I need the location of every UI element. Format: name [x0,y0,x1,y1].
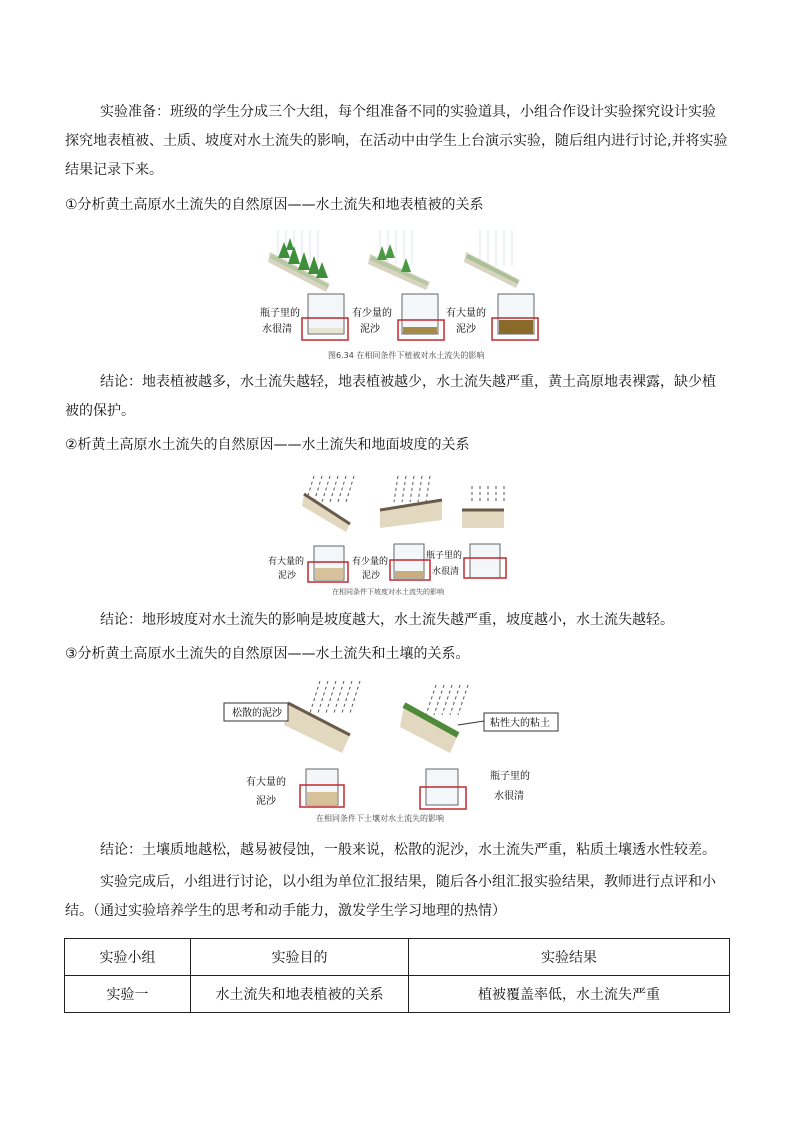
beaker-little-sediment [394,544,424,578]
label-clay: 粘性大的粘土 [490,718,550,729]
paragraph-preparation: 实验准备：班级的学生分成三个大组，每个组准备不同的实验道具，小组合作设计实验探究设计实验探究地表植被、土质、坡度对水土流失的影响，在活动中由学生上台演示实验，随后组内进行讨论,并将实验结果记录下来。 [65,104,728,178]
label-much-1: 有大量的 [446,308,486,319]
label-little-1: 有少量的 [352,557,389,567]
label-clear-1: 瓶子里的 [426,551,463,561]
header-purpose: 实验目的 [191,939,409,976]
label-much-2: 泥沙 [278,571,297,581]
results-table [64,938,730,1013]
label-loose-sand: 松散的泥沙 [232,708,282,719]
beaker-much-sediment [314,546,344,580]
table-row [65,976,730,1013]
label-much-2: 泥沙 [456,324,476,335]
figure-caption: 图6.34 在相同条件下植被对水土流失的影响 [328,351,485,360]
figure-caption: 在相同条件下坡度对水土流失的影响 [332,588,444,596]
slope-gentle [380,476,442,528]
label-clear-2: 水很清 [432,567,460,577]
paragraph-summary: 实验完成后，小组进行讨论，以小组为单位汇报结果，随后各小组汇报实验结果，教师进行点评和小结。（通过实验培养学生的思考和动手能力，激发学生学习地理的热情） [65,874,716,919]
beaker-clear-water [308,294,344,334]
heading-soil: ③分析黄土高原水土流失的自然原因——水土流失和土壤的关系。 [65,646,470,662]
table-header-row [65,939,730,976]
beaker-clear-water [470,544,500,578]
label-much-2: 泥沙 [256,796,276,807]
label-clear-1: 瓶子里的 [260,308,300,319]
header-result: 实验结果 [409,939,730,976]
label-little-2: 泥沙 [360,324,380,335]
label-clear-2: 水很清 [494,791,524,802]
label-little-1: 有少量的 [352,308,392,319]
heading-vegetation: ①分析黄土高原水土流失的自然原因——水土流失和地表植被的关系 [65,197,484,213]
slope-clay [400,685,468,753]
figure-soil [222,675,562,830]
conclusion-vegetation: 结论：地表植被越多，水土流失越轻，地表植被越少，水土流失越严重，黄土高原地表裸露，缺少植被的保护。 [65,374,716,419]
figure-vegetation [230,224,560,366]
figure-slope [262,472,522,600]
slope-dense-vegetation [268,230,330,292]
heading-slope: ②析黄土高原水土流失的自然原因——水土流失和地面坡度的关系 [65,437,470,453]
slope-sparse-vegetation [368,230,430,290]
beaker-much-sediment [498,294,534,334]
slope-flat [462,486,504,528]
label-much-1: 有大量的 [268,557,305,567]
cell-group: 实验一 [65,976,191,1013]
beaker-much-sediment [306,769,338,805]
label-little-2: 泥沙 [362,571,381,581]
figure-caption: 在相同条件下土壤对水土流失的影响 [316,814,444,823]
conclusion-soil: 结论：土壤质地越松，越易被侵蚀，一般来说，松散的泥沙，水土流失严重，粘质土壤透水性较差。 [100,842,716,858]
conclusion-slope: 结论：地形坡度对水土流失的影响是坡度越大，水土流失越严重，坡度越小，水土流失越轻。 [100,612,674,628]
slope-steep [302,476,354,532]
cell-result: 植被覆盖率低，水土流失严重 [409,976,730,1013]
slope-loose-sand [284,681,360,753]
header-group: 实验小组 [65,939,191,976]
label-much-1: 有大量的 [246,777,286,788]
label-clear-2: 水很清 [262,324,292,335]
label-clear-1: 瓶子里的 [490,771,530,782]
slope-no-vegetation [464,230,520,288]
cell-purpose: 水土流失和地表植被的关系 [191,976,409,1013]
beaker-little-sediment [402,294,438,334]
